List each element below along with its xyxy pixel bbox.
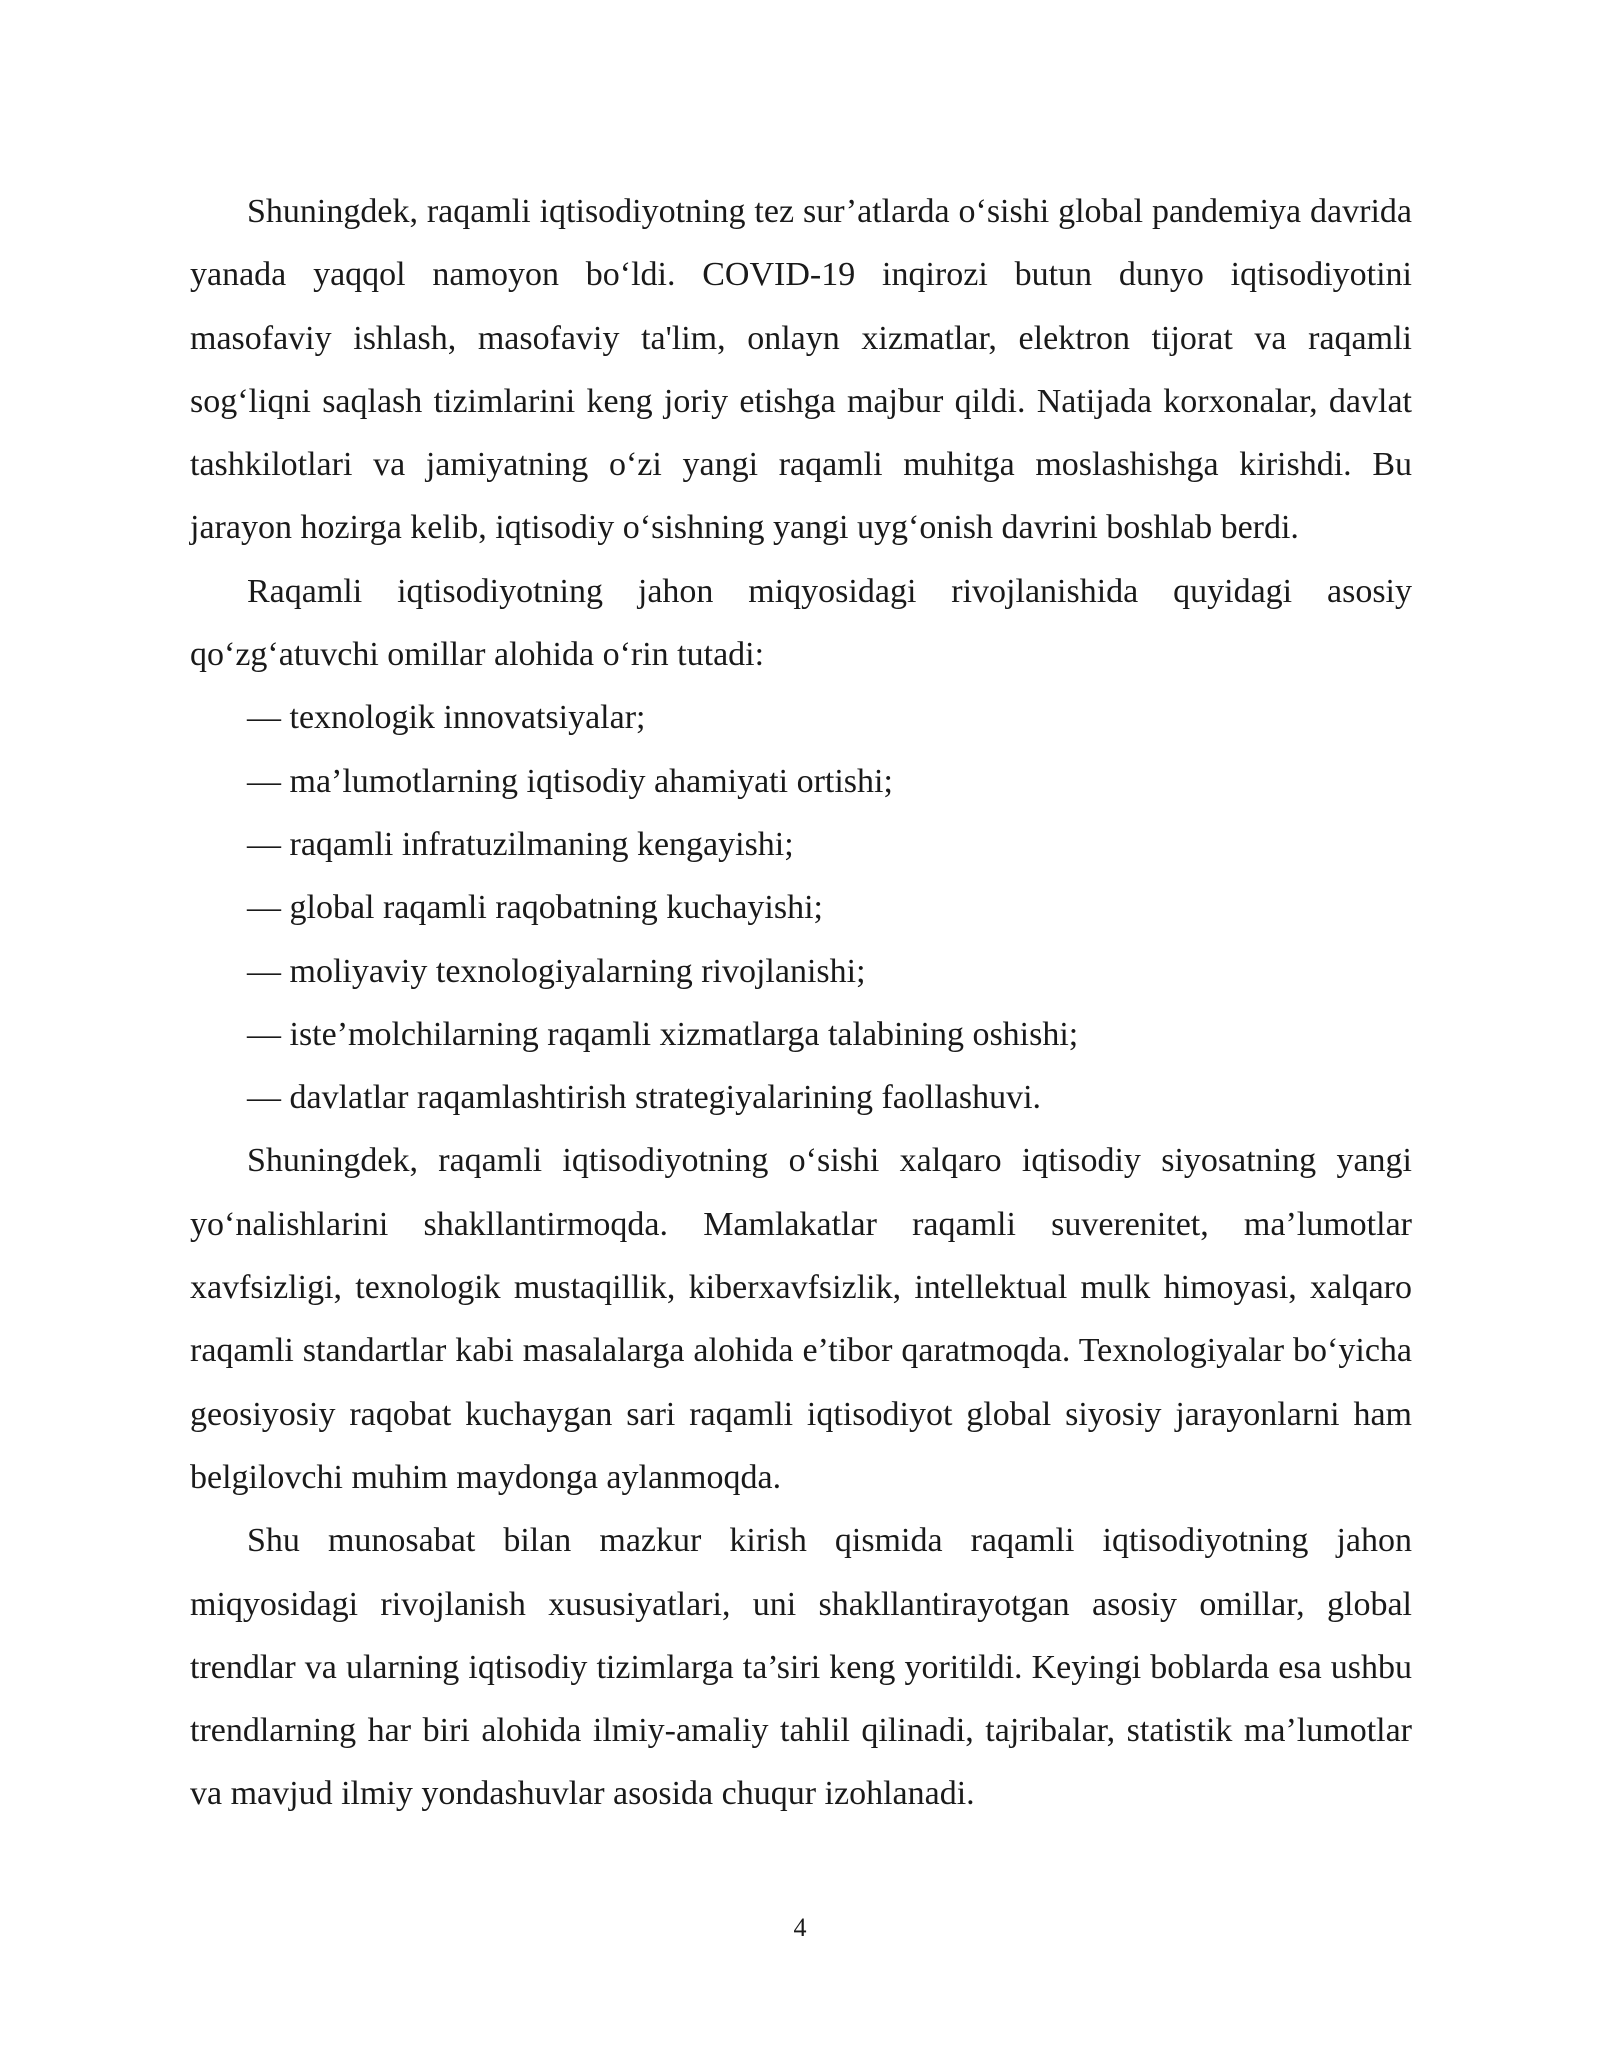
paragraph-conclusion: Shu munosabat bilan mazkur kirish qismida raqamli iqtisodiyotning jahon miqyosidagi rivojlanish xususiyatlari, uni shakllantirayotgan asosiy omillar, global trendlar va ularning iqtisodiy tizimlarga ta’siri keng yoritildi. Keyingi boblarda esa ushbu trendlarning har biri alohida ilmiy-amaliy tahlil qilinadi, tajribalar, statistik ma’lumotlar va mavjud ilmiy yondashuvlar asosida chuqur izohlanadi. [190, 1522, 1412, 1813]
paragraph-policy: Shuningdek, raqamli iqtisodiyotning o‘sishi xalqaro iqtisodiy siyosatning yangi yo‘nalishlarini shakllantirmoqda. Mamlakatlar raqamli suverenitet, ma’lumotlar xavfsizligi, texnologik mustaqillik, kiberxavfsizlik, intellektual mulk himoyasi, xalqaro raqamli standartlar kabi masalalarga alohida e’tibor qaratmoqda. Texnologiyalar bo‘yicha geosiyosiy raqobat kuchaygan sari raqamli iqtisodiyot global siyosiy jarayonlarni ham belgilovchi muhim maydonga aylanmoqda. [190, 1142, 1412, 1496]
list-item: — moliyaviy texnologiyalarning rivojlanishi; [247, 952, 866, 990]
list-item: — iste’molchilarning raqamli xizmatlarga talabining oshishi; [247, 1015, 1079, 1053]
list-item: — texnologik innovatsiyalar; [247, 699, 646, 737]
list-item: — ma’lumotlarning iqtisodiy ahamiyati ortishi; [247, 762, 893, 800]
list-item: — raqamli infratuzilmaning kengayishi; [247, 825, 794, 863]
list-item: — global raqamli raqobatning kuchayishi; [247, 889, 823, 927]
list-item: — davlatlar raqamlashtirish strategiyalarining faollashuvi. [247, 1079, 1042, 1117]
body-text [190, 180, 1412, 1826]
paragraph-factors-intro: Raqamli iqtisodiyotning jahon miqyosidagi rivojlanishida quyidagi asosiy qo‘zg‘atuvchi omillar alohida o‘rin tutadi: [190, 572, 1412, 674]
paragraph-pandemic: Shuningdek, raqamli iqtisodiyotning tez sur’atlarda o‘sishi global pandemiya davrida yanada yaqqol namoyon bo‘ldi. COVID-19 inqirozi butun dunyo iqtisodiyotini masofaviy ishlash, masofaviy ta'lim, onlayn xizmatlar, elektron tijorat va raqamli sog‘liqni saqlash tizimlarini keng joriy etishga majbur qildi. Natijada korxonalar, davlat tashkilotlari va jamiyatning o‘zi yangi raqamli muhitga moslashishga kirishdi. Bu jarayon hozirga kelib, iqtisodiy o‘sishning yangi uyg‘onish davrini boshlab berdi. [190, 193, 1412, 547]
factors-list [190, 686, 1412, 1129]
page-number: 4 [793, 1913, 807, 1942]
